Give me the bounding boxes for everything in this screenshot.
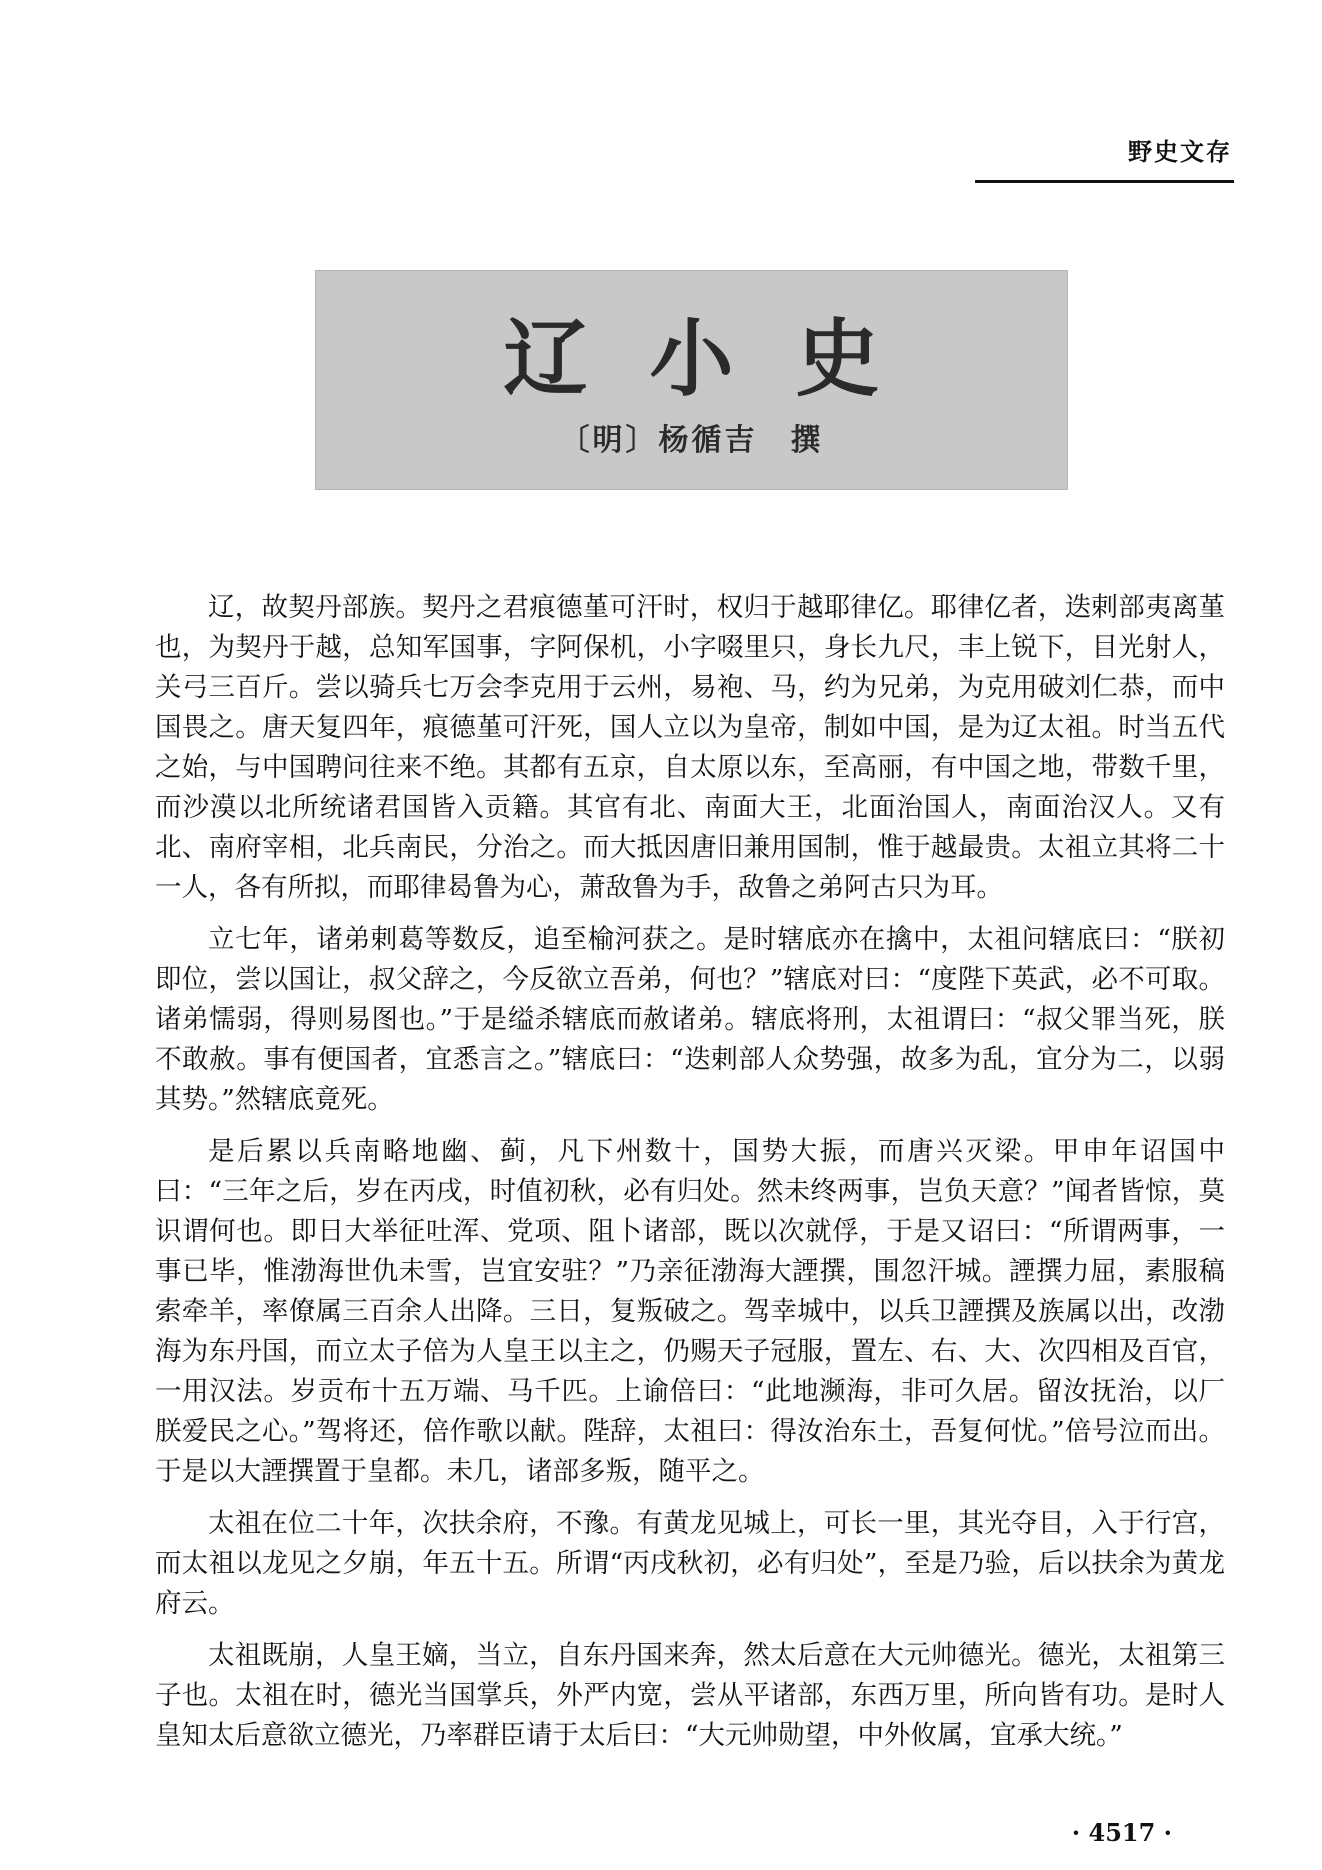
running-head: 野史文存 [1128,138,1232,166]
author-line: 〔明〕杨循吉 撰 [559,423,824,458]
paragraph: 太祖既崩，人皇王嫡，当立，自东丹国来奔，然太后意在大元帅德光。德光，太祖第三子也。太祖在时，德光当国掌兵，外严内宽，尝从平诸部，东西万里，所向皆有功。是时人皇知太后意欲立德光，乃率群臣请于太后曰：“大元帅勋望，中外攸属，宜承大统。” [155,1640,1225,1751]
header-rule [975,180,1234,183]
paragraph: 是后累以兵南略地幽、蓟，凡下州数十，国势大振，而唐兴灭梁。甲申年诏国中曰：“三年之后，岁在丙戌，时值初秋，必有归处。然未终两事，岂负天意？”闻者皆惊，莫识谓何也。即日大举征吐浑、党项、阻卜诸部，既以次就俘，于是又诏曰：“所谓两事，一事已毕，惟渤海世仇未雪，岂宜安驻？”乃亲征渤海大諲撰，围忽汗城。諲撰力屈，素服稿索牵羊，率僚属三百余人出降。三日，复叛破之。驾幸城中，以兵卫諲撰及族属以出，改渤海为东丹国，而立太子倍为人皇王以主之，仍赐天子冠服，置左、右、大、次四相及百官，一用汉法。岁贡布十五万端、马千匹。上谕倍曰：“此地濒海，非可久居。留汝抚治，以厂朕爱民之心。”驾将还，倍作歌以献。陛辞，太祖曰：得汝治东土，吾复何忧。”倍号泣而出。于是以大諲撰置于皇都。未几，诸部多叛，随平之。 [155,1136,1225,1487]
paragraph: 太祖在位二十年，次扶余府，不豫。有黄龙见城上，可长一里，其光夺目，入于行宫，而太祖以龙见之夕崩，年五十五。所谓“丙戌秋初，必有归处”，至是乃验，后以扶余为黄龙府云。 [155,1508,1225,1619]
page-number: · 4517 · [1071,1818,1172,1847]
body-text [155,588,1225,1768]
paragraph: 立七年，诸弟剌葛等数反，追至榆河获之。是时辖底亦在擒中，太祖问辖底曰：“朕初即位，尝以国让，叔父辞之，今反欲立吾弟，何也？”辖底对曰：“度陛下英武，必不可取。诸弟懦弱，得则易图也。”于是缢杀辖底而赦诸弟。辖底将刑，太祖谓曰：“叔父罪当死，朕不敢赦。事有便国者，宜悉言之。”辖底曰：“迭剌部人众势强，故多为乱，宜分为二，以弱其势。”然辖底竟死。 [155,924,1225,1115]
page-title: 辽小史 [503,309,942,408]
title-banner [315,270,1068,490]
paragraph: 辽，故契丹部族。契丹之君痕德堇可汗时，权归于越耶律亿。耶律亿者，迭剌部夷离堇也，为契丹于越，总知军国事，字阿保机，小字啜里只，身长九尺，丰上锐下，目光射人，关弓三百斤。尝以骑兵七万会李克用于云州，易袍、马，约为兄弟，为克用破刘仁恭，而中国畏之。唐天复四年，痕德堇可汗死，国人立以为皇帝，制如中国，是为辽太祖。时当五代之始，与中国聘问往来不绝。其都有五京，自太原以东，至高丽，有中国之地，带数千里，而沙漠以北所统诸君国皆入贡籍。其官有北、南面大王，北面治国人，南面治汉人。又有北、南府宰相，北兵南民，分治之。而大抵因唐旧兼用国制，惟于越最贵。太祖立其将二十一人，各有所拟，而耶律曷鲁为心，萧敌鲁为手，敌鲁之弟阿古只为耳。 [155,592,1225,903]
